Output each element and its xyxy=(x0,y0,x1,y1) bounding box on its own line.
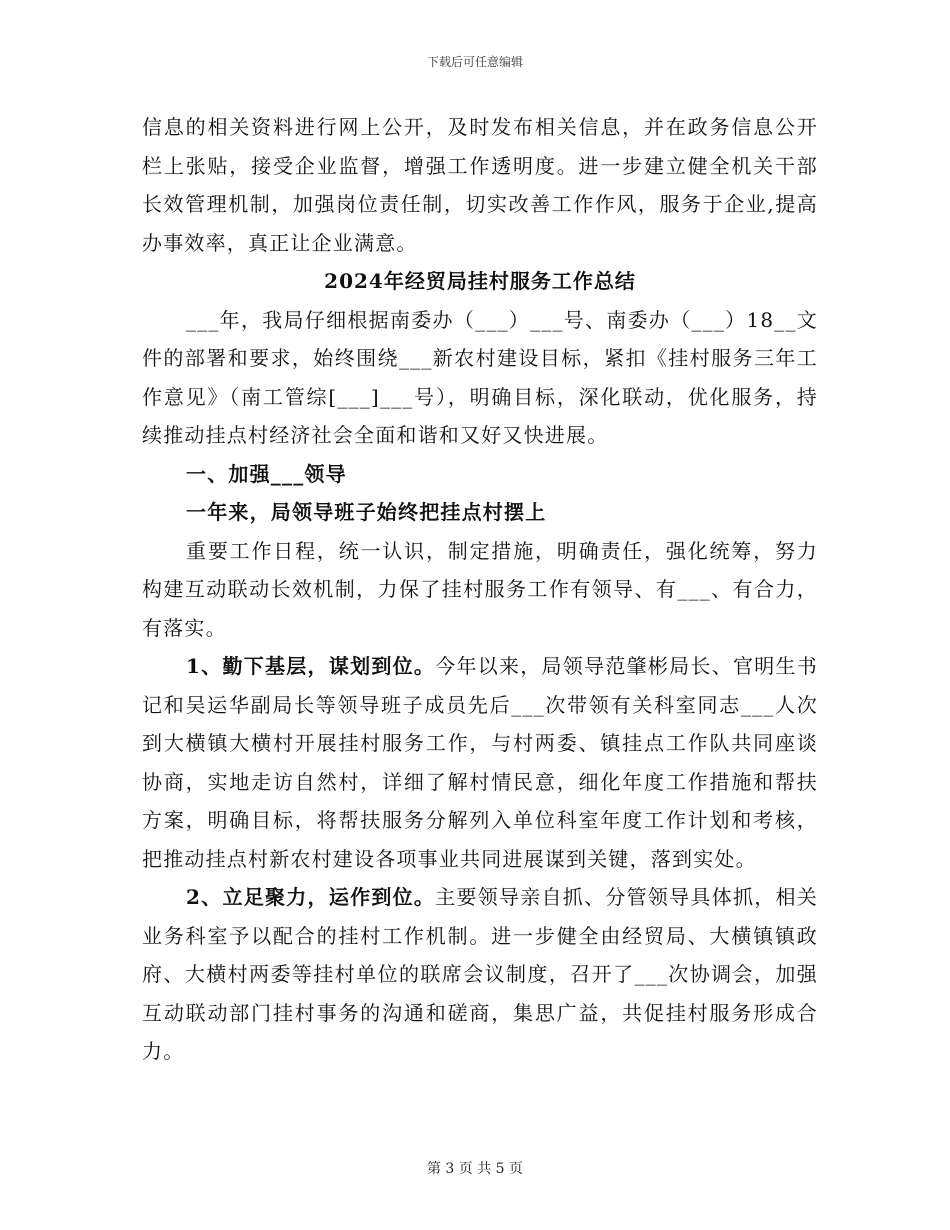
document-title: 2024年经贸局挂村服务工作总结 xyxy=(324,269,636,293)
section-subheading-1: 一年来，局领导班子始终把挂点村摆上 xyxy=(186,500,547,524)
continuation-paragraph: 信息的相关资料进行网上公开，及时发布相关信息，并在政务信息公开栏上张贴，接受企业监督，增强工作透明度。进一步建立健全机关干部长效管理机制，加强岗位责任制，切实改善工作作风，服务于企业,提高办事效率，真正让企业满意。 xyxy=(142,115,818,255)
item-body-2: 主要领导亲自抓、分管领导具体抓，相关业务科室予以配合的挂村工作机制。进一步健全由经贸局、大横镇镇政府、大横村两委等挂村单位的联席会议制度，召开了___次协调会，加强互动联动部门挂村事务的沟通和磋商，集思广益，共促挂村服务形成合力。 xyxy=(142,885,818,1063)
item-paragraph-1 xyxy=(142,647,818,878)
item-paragraph-2 xyxy=(142,878,818,1071)
section-heading-1: 一、加强___领导 xyxy=(186,461,347,486)
item-lead-2: 2、立足聚力，运作到位。 xyxy=(186,885,436,909)
intro-paragraph: ___年，我局仔细根据南委办（___）___号、南委办（___）18__文件的部署和要求，始终围绕___新农村建设目标，紧扣《挂村服务三年工作意见》（南工管综[___]___号），明确目标，深化联动，优化服务，持续推动挂点村经济社会全面和谐和又好又快进展。 xyxy=(142,307,818,447)
item-lead-1: 1、勤下基层，谋划到位。 xyxy=(186,654,436,678)
page-footer: 第 3 页 共 5 页 xyxy=(426,1161,524,1177)
item-body-1: 今年以来，局领导范肇彬局长、官明生书记和吴运华副局长等领导班子成员先后___次带领有关科室同志___人次到大横镇大横村开展挂村服务工作，与村两委、镇挂点工作队共同座谈协商，实地走访自然村，详细了解村情民意，细化年度工作措施和帮扶方案，明确目标，将帮扶服务分解列入单位科室年度工作计划和考核，把推动挂点村新农村建设各项事业共同进展谋到关键，落到实处。 xyxy=(142,654,818,871)
page-header: 下载后可任意编辑 xyxy=(426,55,523,69)
document-body xyxy=(142,108,818,1071)
section-paragraph-1: 重要工作日程，统一认识，制定措施，明确责任，强化统筹，努力构建互动联动长效机制，力保了挂村服务工作有领导、有___、有合力，有落实。 xyxy=(142,538,818,640)
